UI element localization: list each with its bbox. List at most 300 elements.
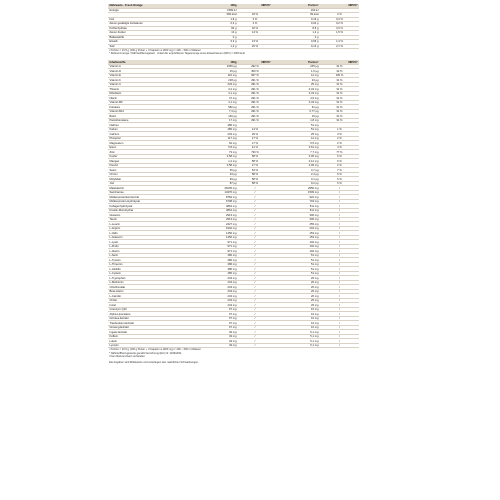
row-value: 582 µg: [190, 105, 238, 110]
row-value: 25 mg: [272, 82, 320, 87]
row-label: Zink: [108, 150, 190, 155]
row-value: /: [320, 339, 359, 344]
row-value: 3,2 mg: [190, 87, 238, 92]
row-value: 15 µg: [272, 114, 320, 119]
footnote: ¹ Portion = 10,5 g (100 g Pulver + 3 Kapseln á 1000 mg) = 400 – 500 ml Wasser: [109, 348, 201, 352]
row-value: 0,04 g: [272, 22, 320, 27]
row-value: 3,3 %: [320, 26, 359, 31]
row-value: 26 mg: [272, 285, 320, 290]
row-value: 51 mg: [272, 123, 320, 128]
row-value: /: [238, 186, 272, 191]
row-value: 8784 mg: [190, 195, 238, 200]
row-label: Calcium: [108, 132, 190, 137]
footnote: / Kein Referenzwert vorhanden: [109, 354, 145, 358]
row-value: /: [238, 249, 272, 254]
row-label: Fluorid: [108, 163, 190, 168]
row-value: /: [320, 235, 359, 240]
header-cell: Nährwerte - Fresh Orange: [108, 4, 190, 8]
row-value: /: [238, 235, 272, 240]
row-label: L-Tyrosin: [108, 258, 190, 263]
row-label: Glutamin: [108, 213, 190, 218]
row-value: 58 %: [238, 181, 272, 186]
row-value: 97 mg: [190, 321, 238, 326]
row-value: 1,2 mg: [190, 159, 238, 164]
row-value: 102 mg: [272, 244, 320, 249]
row-value: 10 mg: [272, 307, 320, 312]
row-value: /: [238, 321, 272, 326]
row-value: /: [238, 217, 272, 222]
row-value: 14 %: [238, 31, 272, 36]
row-value: /: [320, 271, 359, 276]
row-value: /: [320, 226, 359, 231]
row-value: /: [238, 213, 272, 218]
row-value: /: [320, 267, 359, 272]
header-cell: NRV%*: [320, 60, 359, 64]
row-value: /: [238, 222, 272, 227]
row-value: 26 mg: [272, 289, 320, 294]
row-value: 0,43 mg: [272, 91, 320, 96]
nutrition-document: [108, 4, 359, 496]
row-value: 25 mg: [272, 132, 320, 137]
row-value: 17 %: [238, 136, 272, 141]
row-value: 49 mg: [190, 330, 238, 335]
row-value: 146 µg: [190, 114, 238, 119]
row-label: Lutein: [108, 339, 190, 344]
row-value: 100 %: [320, 73, 359, 78]
footnote: ¹ Portion = 10,5 g (100 g Pulver + 3 Kapseln á 1000 mg) = 400 – 500 ml Wasser: [109, 49, 201, 52]
row-value: 6,3 g: [190, 40, 238, 45]
row-value: 51 mg: [272, 253, 320, 258]
row-value: 243 mg: [190, 280, 238, 285]
row-value: 2336 µg: [190, 64, 238, 69]
row-value: /: [238, 294, 272, 299]
row-value: 17 mg: [190, 118, 238, 123]
row-value: 26 mg: [272, 303, 320, 308]
row-value: 0,06 mg: [272, 154, 320, 159]
row-label: L-Valin: [108, 231, 190, 236]
row-value: 58 %: [238, 154, 272, 159]
row-value: 300 %: [238, 69, 272, 74]
row-label: L-Methionin: [108, 280, 190, 285]
row-value: /: [320, 303, 359, 308]
row-value: /: [238, 298, 272, 303]
row-value: 971 mg: [190, 249, 238, 254]
row-value: 0,13 g: [272, 44, 320, 49]
row-value: 23 µg: [272, 78, 320, 83]
row-value: /: [238, 285, 272, 290]
row-value: 14376 mg: [190, 190, 238, 195]
row-value: 117 mg: [190, 136, 238, 141]
header-cell: NRV%*: [238, 4, 272, 8]
row-value: 0,2 %: [320, 22, 359, 27]
row-value: 369 kcal: [190, 13, 238, 18]
row-value: 49 mg: [190, 339, 238, 344]
row-value: 7 %: [320, 168, 359, 173]
row-value: /: [238, 334, 272, 339]
row-value: 2,4 µg: [272, 172, 320, 177]
row-value: 31 %: [320, 87, 359, 92]
row-value: /: [320, 199, 359, 204]
row-value: 5,1 mg: [272, 339, 320, 344]
row-label: Lycopin: [108, 343, 190, 348]
row-label: Natrium: [108, 123, 190, 128]
row-value: 0,12 mg: [272, 159, 320, 164]
row-value: /: [238, 231, 272, 236]
header-cell: Inhaltsstoffe: [108, 60, 190, 64]
row-value: 15 µg: [190, 69, 238, 74]
row-label: davon gesättigte Fettsäuren: [108, 22, 190, 27]
row-value: 486 mg: [190, 258, 238, 263]
row-value: 3 %: [238, 17, 272, 22]
ingredients-footnotes: [108, 348, 359, 358]
row-value: /: [238, 276, 272, 281]
row-value: /: [238, 303, 272, 308]
row-value: 1509 mg: [272, 190, 320, 195]
row-value: 0,58 mg: [190, 154, 238, 159]
row-label: Eisen: [108, 145, 190, 150]
row-label: Vitamin K: [108, 78, 190, 83]
row-value: 10 mg: [272, 325, 320, 330]
row-value: 2427 mg: [190, 222, 238, 227]
row-value: /: [320, 321, 359, 326]
row-value: 1456 mg: [190, 231, 238, 236]
row-value: 32 %: [320, 69, 359, 74]
row-value: 116 mg: [190, 73, 238, 78]
row-value: 1456 mg: [190, 235, 238, 240]
row-value: /: [238, 330, 272, 335]
row-value: 13 g: [190, 31, 238, 36]
row-value: /: [238, 258, 272, 263]
row-value: 511 mg: [272, 208, 320, 213]
row-value: /: [238, 204, 272, 209]
row-value: 486 mg: [190, 262, 238, 267]
header-cell: Portion¹: [272, 60, 320, 64]
row-label: Molkenprotein-Hydrolysat: [108, 199, 190, 204]
row-value: 4864 mg: [190, 204, 238, 209]
row-value: 47 mg: [190, 96, 238, 101]
row-label: Eiweiß: [108, 40, 190, 45]
row-label: Traubenkern-Extrakt: [108, 321, 190, 326]
row-value: 28105 mg: [190, 186, 238, 191]
row-value: 306 mg: [272, 213, 320, 218]
row-label: Salz: [108, 44, 190, 49]
row-label: L-Threonin: [108, 262, 190, 267]
row-value: /: [238, 280, 272, 285]
row-value: 0 g: [190, 35, 238, 40]
row-label: L-Serin: [108, 253, 190, 258]
row-value: /: [238, 244, 272, 249]
row-value: /: [320, 204, 359, 209]
row-value: /: [320, 213, 359, 218]
row-label: L-Arginin: [108, 226, 190, 231]
row-label: Maltodextrin: [108, 186, 190, 191]
row-value: 58 %: [238, 172, 272, 177]
row-value: /: [238, 262, 272, 267]
row-label: Vitamin B6: [108, 100, 190, 105]
row-label: Niacin: [108, 96, 190, 101]
row-value: 17 %: [238, 163, 272, 168]
row-value: 49 mg: [190, 334, 238, 339]
row-value: /: [320, 231, 359, 236]
row-label: Phosphor: [108, 136, 190, 141]
row-value: 26 mg: [272, 276, 320, 281]
row-label: Riboflavin: [108, 91, 190, 96]
row-value: 291 %: [238, 118, 272, 123]
row-label: Citrullinmalat: [108, 285, 190, 290]
row-value: 5,1 mg: [272, 334, 320, 339]
row-label: L-Carnitin: [108, 294, 190, 299]
row-value: 971 mg: [190, 240, 238, 245]
row-value: 0,43 mg: [272, 100, 320, 105]
row-value: 486 mg: [190, 271, 238, 276]
row-value: 243 mg: [190, 298, 238, 303]
row-label: Ballaststoffe: [108, 35, 190, 40]
row-value: /: [238, 199, 272, 204]
row-value: 7,3 µg: [190, 109, 238, 114]
row-value: 291 %: [238, 105, 272, 110]
row-value: 12 mg: [272, 73, 320, 78]
row-value: 51 mg: [272, 262, 320, 267]
row-value: /: [320, 330, 359, 335]
row-value: /: [238, 307, 272, 312]
row-value: 26 mg: [272, 298, 320, 303]
row-value: 704 mg: [272, 199, 320, 204]
row-value: /: [320, 217, 359, 222]
row-value: 97 mg: [190, 325, 238, 330]
row-label: Cholin: [108, 298, 190, 303]
row-value: 255 mg: [272, 222, 320, 227]
row-value: /: [238, 253, 272, 258]
row-value: 62 mg: [190, 141, 238, 146]
row-value: 102 mg: [272, 240, 320, 245]
row-value: 1,5 %: [320, 31, 359, 36]
row-value: 0,19 g: [272, 17, 320, 22]
row-label: davon Zucker: [108, 31, 190, 36]
row-value: /: [238, 195, 272, 200]
row-label: Taurin: [108, 217, 190, 222]
nutrition-table: [108, 4, 359, 49]
row-value: 5,1 mg: [272, 343, 320, 348]
row-value: /: [238, 316, 272, 321]
row-value: 10 mg: [272, 321, 320, 326]
row-value: /: [238, 289, 272, 294]
row-value: 58 %: [238, 177, 272, 182]
row-value: 0,58 mg: [190, 163, 238, 168]
row-label: Magnesium: [108, 141, 190, 146]
row-value: /: [320, 208, 359, 213]
row-value: 1,3 %: [320, 40, 359, 45]
row-value: 20 %: [238, 44, 272, 49]
row-label: Mangan: [108, 159, 190, 164]
header-cell: 100g: [190, 4, 238, 8]
row-value: 967 %: [238, 73, 272, 78]
row-value: 291 %: [238, 114, 272, 119]
row-value: /: [320, 186, 359, 191]
row-label: Beta-Alanin: [108, 289, 190, 294]
row-label: L-Tryptophan: [108, 276, 190, 281]
row-value: 4,1 mg: [190, 91, 238, 96]
row-value: /: [320, 262, 359, 267]
row-value: 26 mg: [272, 280, 320, 285]
row-value: 23 µg: [190, 172, 238, 177]
row-value: 4 %: [320, 145, 359, 150]
row-label: Folsäure: [108, 105, 190, 110]
row-value: /: [320, 316, 359, 321]
row-value: 5,8 mg: [190, 145, 238, 150]
row-label: Kreatin-Monohydrat: [108, 208, 190, 213]
row-value: 77 %: [320, 150, 359, 155]
row-value: 730 %: [238, 150, 272, 155]
row-label: Thiamin: [108, 87, 190, 92]
header-cell: NRV%*: [238, 60, 272, 64]
row-value: /: [238, 325, 272, 330]
row-value: /: [320, 244, 359, 249]
row-value: 1569 kJ: [190, 8, 238, 13]
row-label: Molybdän: [108, 177, 190, 182]
row-value: 17 %: [238, 141, 272, 146]
row-value: 51 mg: [272, 127, 320, 132]
disclaimer: Die Angaben sind Mittelwerte und unterliegen den natürlichen Schwankungen.: [109, 361, 199, 365]
row-label: Selen: [108, 168, 190, 173]
row-value: 486 mg: [190, 123, 238, 128]
row-value: 8,6 g: [272, 26, 320, 31]
row-value: 31 %: [320, 100, 359, 105]
row-value: 511 mg: [272, 204, 320, 209]
row-value: /: [320, 307, 359, 312]
row-value: 2 %: [320, 13, 359, 18]
row-label: Inosit: [108, 303, 190, 308]
row-value: 243 mg: [190, 276, 238, 281]
row-value: 2 %: [320, 136, 359, 141]
row-value: 6 %: [320, 177, 359, 182]
row-value: 32 %: [238, 26, 272, 31]
row-value: 0,3 %: [320, 17, 359, 22]
row-value: 1,2 g: [190, 44, 238, 49]
row-value: 243 mg: [190, 289, 238, 294]
row-value: 243 mg: [190, 294, 238, 299]
row-value: 291 %: [238, 100, 272, 105]
row-value: 97 mg: [190, 316, 238, 321]
row-label: Saccharose: [108, 190, 190, 195]
row-value: 4,1 mg: [190, 100, 238, 105]
row-label: Ingwer-Extrakt: [108, 330, 190, 335]
row-value: 31 %: [320, 78, 359, 83]
row-value: 3 %: [320, 132, 359, 137]
row-value: 35 µg: [190, 168, 238, 173]
row-value: 49 mg: [190, 343, 238, 348]
row-value: 2 %: [320, 141, 359, 146]
row-value: 31 %: [320, 91, 359, 96]
row-value: 97 mg: [190, 312, 238, 317]
row-value: 0,66 g: [272, 40, 320, 45]
row-value: 233 mg: [190, 82, 238, 87]
row-value: 1,8 mg: [272, 118, 320, 123]
row-value: /: [320, 289, 359, 294]
row-value: 6 %: [320, 154, 359, 159]
row-value: 291 %: [238, 109, 272, 114]
row-value: 2 %: [238, 22, 272, 27]
row-value: 1,4 g: [272, 31, 320, 36]
row-value: 2950 mg: [272, 186, 320, 191]
row-value: /: [320, 195, 359, 200]
row-value: 31 %: [320, 105, 359, 110]
row-value: /: [320, 258, 359, 263]
row-value: 243 mg: [190, 303, 238, 308]
row-label: L-Histidin: [108, 267, 190, 272]
row-value: /: [320, 190, 359, 195]
row-value: 2913 mg: [190, 217, 238, 222]
row-value: 58 %: [238, 159, 272, 164]
row-label: Coenzym Q10: [108, 307, 190, 312]
row-value: /: [238, 339, 272, 344]
row-value: 87 µg: [190, 181, 238, 186]
row-value: 6,5 mg: [272, 141, 320, 146]
row-value: /: [320, 280, 359, 285]
row-value: 243 mg: [190, 285, 238, 290]
row-value: 2,1 %: [320, 44, 359, 49]
row-value: 153 mg: [272, 235, 320, 240]
row-value: 971 mg: [190, 244, 238, 249]
row-value: 39 kcal: [272, 13, 320, 18]
row-label: Molkenproteinkonzentrat: [108, 195, 190, 200]
row-value: 29 µg: [190, 177, 238, 182]
row-value: 6 %: [320, 159, 359, 164]
header-cell: NRV%*: [320, 4, 359, 8]
row-value: 97 mg: [190, 307, 238, 312]
row-value: 51 mg: [272, 258, 320, 263]
row-value: 204 mg: [272, 226, 320, 231]
row-value: 31 %: [320, 64, 359, 69]
row-value: 245 µg: [272, 64, 320, 69]
row-value: 153 mg: [272, 231, 320, 236]
row-value: 291 %: [238, 87, 272, 92]
row-value: 73 mg: [190, 150, 238, 155]
row-value: 18 %: [238, 13, 272, 18]
header-cell: Portion¹: [272, 4, 320, 8]
row-value: 3,7 µg: [272, 168, 320, 173]
row-value: 31 %: [320, 109, 359, 114]
row-value: 10 mg: [272, 316, 320, 321]
row-value: 1,8 g: [190, 17, 238, 22]
row-value: /: [238, 226, 272, 231]
row-value: 6 %: [320, 172, 359, 177]
row-value: 82 g: [190, 26, 238, 31]
row-value: 31 %: [320, 118, 359, 123]
row-value: 7,7 mg: [272, 150, 320, 155]
row-value: 13 %: [238, 40, 272, 45]
header-cell: 100g: [190, 60, 238, 64]
row-value: /: [238, 271, 272, 276]
row-value: 6708 mg: [190, 199, 238, 204]
row-label: L-Leucin: [108, 222, 190, 227]
table-row: [108, 44, 359, 49]
row-value: 0,61 mg: [272, 145, 320, 150]
row-label: Vitamin B12: [108, 109, 190, 114]
row-value: 14 %: [238, 127, 272, 132]
row-label: L-Cystein: [108, 271, 190, 276]
row-label: L-Prolin: [108, 244, 190, 249]
row-value: /: [238, 312, 272, 317]
row-label: Fett: [108, 17, 190, 22]
row-value: 0,06 mg: [272, 163, 320, 168]
row-value: 31 %: [320, 114, 359, 119]
row-value: /: [320, 249, 359, 254]
row-label: Biotin: [108, 114, 190, 119]
row-value: 29 %: [238, 132, 272, 137]
row-value: /: [320, 240, 359, 245]
row-value: 291 %: [238, 91, 272, 96]
row-value: /: [320, 253, 359, 258]
